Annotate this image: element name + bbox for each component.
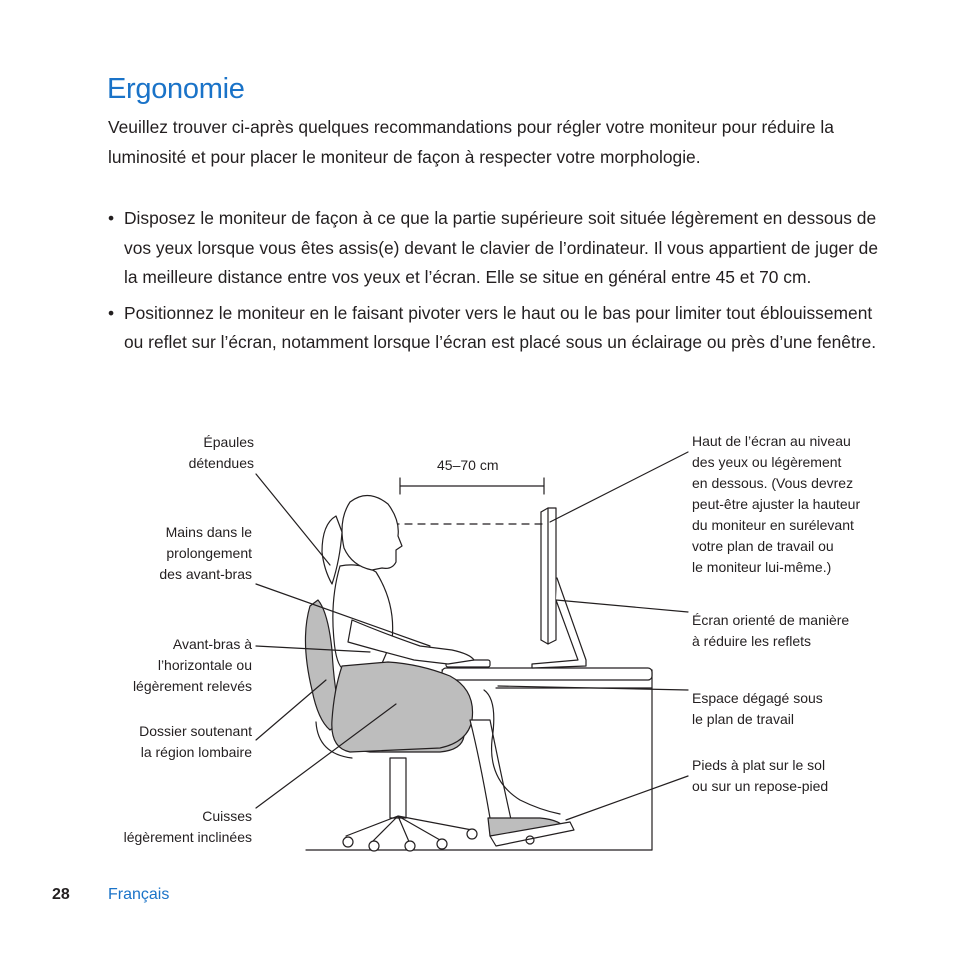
label-clearance: Espace dégagé sous le plan de travail	[692, 690, 823, 727]
label-screen-top: Haut de l’écran au niveau des yeux ou légèrement en dessous. (Vous devrez peut-être ajuster la hauteur du moniteur en surélevant votre plan de travail ou le moniteur lui-même.)	[692, 433, 861, 575]
label-forearms: Avant-bras à l’horizontale ou légèrement relevés	[132, 636, 252, 694]
label-screen-angle: Écran orienté de manière à réduire les reflets	[692, 612, 850, 649]
page-number: 28	[52, 886, 70, 903]
label-feet: Pieds à plat sur le sol ou sur un repose-pied	[692, 757, 829, 794]
leader-screen-angle	[556, 600, 688, 612]
bullet-text: Positionnez le moniteur en le faisant pivoter vers le haut ou le bas pour limiter tout éblouissement ou reflet sur l’écran, notamment lorsque l’écran est placé sous un éclairage ou près d’une fenêtre.	[124, 302, 877, 352]
label-thighs: Cuisses légèrement inclinées	[123, 808, 252, 845]
label-hands: Mains dans le prolongement des avant-bras	[159, 524, 252, 582]
desk-top	[442, 668, 652, 680]
chair-post	[390, 758, 406, 818]
leader-backrest	[256, 680, 326, 740]
leader-screen-top	[550, 452, 688, 522]
person-lower-leg	[470, 720, 512, 824]
label-backrest: Dossier soutenant la région lombaire	[139, 723, 252, 760]
label-shoulders: Épaules détendues	[188, 434, 254, 471]
monitor-stand	[532, 578, 586, 668]
bullet-marker: •	[108, 208, 115, 228]
person-torso	[333, 565, 393, 670]
person-head	[342, 495, 402, 570]
intro-paragraph: Veuillez trouver ci-après quelques recommandations pour régler votre moniteur pour réduire la luminosité et pour placer le moniteur de façon à respecter votre morphologie.	[108, 117, 834, 167]
footer-language: Français	[108, 886, 170, 903]
leader-feet	[566, 776, 688, 820]
leader-shoulders	[256, 474, 330, 565]
bullet-marker: •	[108, 302, 115, 323]
monitor-screen	[548, 508, 556, 644]
distance-label: 45–70 cm	[437, 457, 499, 473]
page-title: Ergonomie	[107, 73, 245, 105]
bullet-text: Disposez le moniteur de façon à ce que la partie supérieure soit située légèrement en dessous de vos yeux lorsque vous êtes assis(e) devant le clavier de l’ordinateur. Il vous appartient de juger de la meilleure distance entre vos yeux et l’écran. Elle se situe en général entre 45 et 70 cm.	[124, 208, 879, 287]
chair-base	[346, 816, 472, 844]
